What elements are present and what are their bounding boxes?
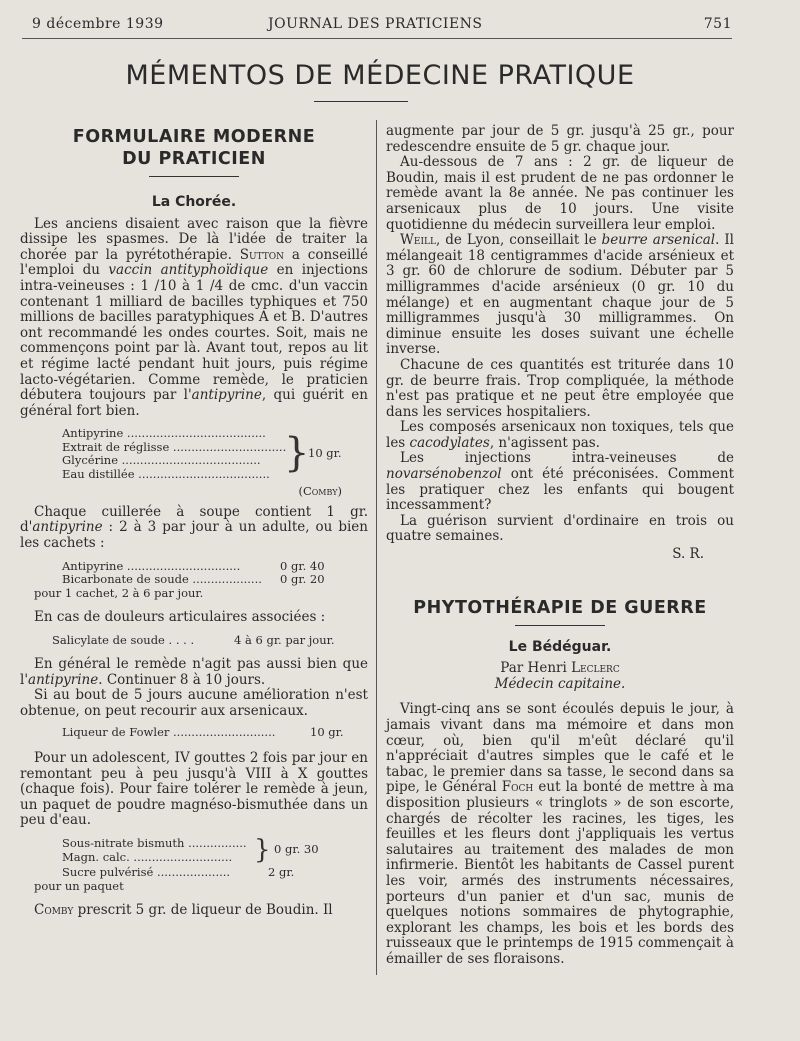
section-title-line-1: FORMULAIRE MODERNE bbox=[72, 127, 316, 147]
header-journal-title: JOURNAL DES PRATICIENS bbox=[268, 16, 483, 32]
prescription-line: Bicarbonate de soude ................... 0 gr. 20 bbox=[62, 572, 325, 587]
author-role: Médecin capitaine. bbox=[494, 675, 626, 692]
paragraph: Au-dessous de 7 ans : 2 gr. de liqueur de Boudin, mais il est prudent de ne pas ordonner le remède avant la 8e année. Ne pas continuer les arsenicaux plus de 10 jours. Une visite quotidienne du médecin surveillera leur emploi. bbox=[386, 154, 734, 233]
brace: } bbox=[254, 835, 271, 866]
prescription-author: (Comby) bbox=[298, 484, 342, 499]
paragraph: La guérison survient d'ordinaire en trois ou quatre semaines. bbox=[386, 512, 734, 545]
paragraph: augmente par jour de 5 gr. jusqu'à 25 gr., pour redescendre ensuite de 5 gr. chaque jour. bbox=[386, 123, 734, 155]
page-title: MÉMENTOS DE MÉDECINE PRATIQUE bbox=[125, 60, 635, 91]
section-title-phytotherapie: PHYTOTHÉRAPIE DE GUERRE bbox=[413, 597, 707, 618]
article-subtitle: La Chorée. bbox=[151, 194, 237, 210]
prescription-dose: 0 gr. 30 bbox=[274, 842, 319, 857]
paragraph: Weill, de Lyon, conseillait le beurre arsenical. Il mélangeait 18 centigrammes d'acide arsénieux et 3 gr. 60 de chlorure de sodium. Débuter par 5 milligrammes d'acide arsénieux (0 gr. 10 du mélange) et en augmentant chaque jour de 5 milligrammes jusqu'à 30 milligrammes. On diminue ensuite les doses suivant une échelle inverse. bbox=[386, 232, 735, 358]
column-divider bbox=[376, 120, 377, 975]
prescription-3 bbox=[52, 634, 362, 648]
prescription-line: Antipyrine ...................................... bbox=[62, 426, 266, 441]
paragraph: Les anciens disaient avec raison que la fièvre dissipe les spasmes. De là l'idée de traiter la chorée par la pyrétothérapie. Sutton a conseillé l'emploi du vaccin antityphoïdique en injections intra-veineuses : 1 /10 à 1 /4 de cmc. d'un vaccin contenant 1 milliard de bacilles typhiques et 750 millions de bacilles paratyphiques A et B. D'autres ont recommandé les ondes courtes. Soit, mais ne commençons point par là. Avant tout, repos au lit et régime lacté pendant huit jours, puis régime lacto-végétarien. Comme remède, le praticien débutera toujours par l'antipyrine, qui guérit en général fort bien. bbox=[20, 215, 369, 419]
prescription-2 bbox=[62, 560, 362, 587]
prescription-4 bbox=[62, 726, 362, 740]
prescription-line: Antipyrine ............................... 0 gr. 40 bbox=[62, 558, 325, 573]
brace: } bbox=[284, 430, 310, 477]
article-subtitle: Le Bédéguar. bbox=[508, 638, 612, 655]
paragraph: Vingt-cinq ans se sont écoulés depuis le jour, à jamais vivant dans ma mémoire et dans mon cœur, où, bien qu'il m'eût déclaré qu'il n'appréciait d'autres simples que le café et le tabac, le premier dans sa tasse, le second dans sa pipe, le Général Foch eut la bonté de mettre à ma disposition plusieurs « tringlots » de son escorte, chargés de récolter les racines, les tiges, les feuilles et les fleurs dont j'appliquais les vertus salutaires au traitement des malades de mon infirmerie. Bientôt les habitants de Cassel purent les voir, armés des instruments nécessaires, porteurs d'un panier et d'un sac, munis de quelques notions sommaires de phytographie, explorant les champs, les bois et les bords des ruisseaux que le printemps de 1915 commençait à émailler de ses floraisons. bbox=[386, 701, 734, 967]
paragraph: Chaque cuillerée à soupe contient 1 gr. d'antipyrine : 2 à 3 par jour à un adulte, ou bien les cachets : bbox=[20, 503, 368, 551]
prescription-line: Salicylate de soude . . . . 4 à 6 gr. par jour. bbox=[52, 632, 335, 647]
signature: S. R. bbox=[672, 546, 704, 563]
prescription-note: pour 1 cachet, 2 à 6 par jour. bbox=[34, 585, 204, 600]
prescription-line: Sous-nitrate bismuth ................ bbox=[62, 836, 247, 851]
page-number: 751 bbox=[703, 16, 732, 32]
prescription-line: Glycérine ...................................... bbox=[62, 453, 261, 468]
paragraph: Comby prescrit 5 gr. de liqueur de Boudin. Il bbox=[34, 902, 333, 919]
header-rule bbox=[22, 38, 732, 39]
prescription-note: pour un paquet bbox=[34, 878, 124, 893]
paragraph: En cas de douleurs articulaires associées : bbox=[34, 609, 326, 626]
paragraph: En général le remède n'agit pas aussi bien que l'antipyrine. Continuer 8 à 10 jours. bbox=[20, 656, 368, 688]
prescription-line: Magn. calc. ........................... bbox=[62, 849, 233, 864]
header-date: 9 décembre 1939 bbox=[32, 16, 164, 32]
paragraph: Pour un adolescent, IV gouttes 2 fois par jour en remontant peu à peu jusqu'à VIII à X gouttes (chaque fois). Pour faire tolérer le remède à jeun, un paquet de poudre magnéso-bismuthée dans un peu d'eau. bbox=[20, 750, 368, 829]
prescription-line: Eau distillée .................................... bbox=[62, 466, 270, 481]
running-header bbox=[32, 16, 732, 36]
prescription-5 bbox=[62, 837, 362, 864]
prescription-5-extra bbox=[62, 866, 362, 880]
paragraph: Chacune de ces quantités est triturée dans 10 gr. de beurre frais. Trop compliquée, la méthode n'est pas pratique et ne peut être employée que dans les services hospitaliers. bbox=[386, 356, 734, 420]
prescription-line: Sucre pulvérisé .................... 2 gr. bbox=[62, 865, 295, 880]
section-rule bbox=[149, 176, 239, 177]
section-title-line-2: DU PRATICIEN bbox=[122, 149, 266, 169]
left-column bbox=[20, 126, 368, 919]
paragraph: Les injections intra-veineuses de novarsénobenzol ont été préconisées. Comment les pratiquer chez les enfants qui bougent incessamment? bbox=[386, 450, 734, 514]
article-author: Par Henri Leclerc bbox=[500, 660, 620, 677]
paragraph: Les composés arsenicaux non toxiques, tels que les cacodylates, n'agissent pas. bbox=[386, 419, 734, 451]
prescription-dose: 10 gr. bbox=[308, 446, 342, 461]
prescription-1 bbox=[62, 427, 362, 481]
prescription-line: Liqueur de Fowler ............................ 10 gr. bbox=[62, 724, 344, 739]
right-column bbox=[386, 124, 734, 968]
section-rule bbox=[515, 625, 605, 626]
prescription-line: Extrait de réglisse ............................... bbox=[62, 439, 287, 454]
paragraph: Si au bout de 5 jours aucune amélioration n'est obtenue, on peut recourir aux arsenicaux. bbox=[20, 687, 368, 719]
title-rule bbox=[314, 101, 408, 102]
section-title-formulaire bbox=[20, 126, 368, 170]
